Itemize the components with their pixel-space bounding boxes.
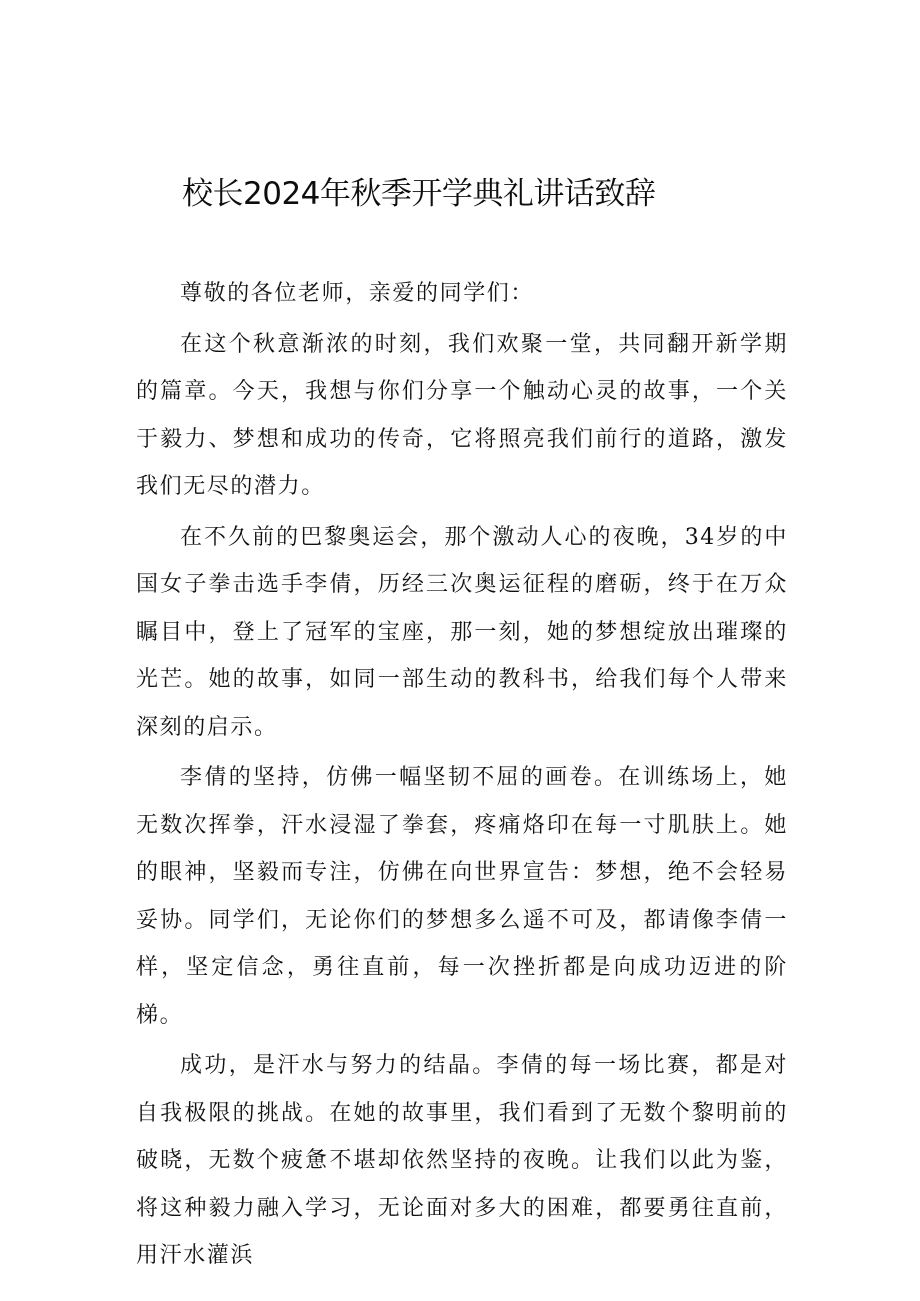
paragraph-2: 在不久前的巴黎奥运会，那个激动人心的夜晚，34岁的中国女子拳击选手李倩，历经三次奥运征程的磨砺，终于在万众瞩目中，登上了冠军的宝座，那一刻，她的梦想绽放出璀璨的光芒。她的故事，如同一部生动的教科书，给我们每个人带来深刻的启示。	[136, 524, 788, 740]
paragraph-1: 在这个秋意渐浓的时刻，我们欢聚一堂，共同翻开新学期的篇章。今天，我想与你们分享一个触动心灵的故事，一个关于毅力、梦想和成功的传奇，它将照亮我们前行的道路，激发我们无尽的潜力。	[136, 331, 788, 499]
document-title: 校长2024年秋季开学典礼讲话致辞	[182, 176, 656, 212]
paragraph-3: 李倩的坚持，仿佛一幅坚韧不屈的画卷。在训练场上，她无数次挥拳，汗水浸湿了拳套，疼痛烙印在每一寸肌肤上。她的眼神，坚毅而专注，仿佛在向世界宣告：梦想，绝不会轻易妥协。同学们，无论你们的梦想多么遥不可及，都请像李倩一样，坚定信念，勇往直前，每一次挫折都是向成功迈进的阶梯。	[136, 765, 788, 1028]
document-body	[136, 270, 788, 1283]
paragraph-greeting: 尊敬的各位老师，亲爱的同学们：	[180, 281, 535, 306]
paragraph-4: 成功，是汗水与努力的结晶。李倩的每一场比赛，都是对自我极限的挑战。在她的故事里，我们看到了无数个黎明前的破晓，无数个疲惫不堪却依然坚持的夜晚。让我们以此为鉴，将这种毅力融入学习，无论面对多大的困难，都要勇往直前，用汗水灌浜	[136, 1053, 788, 1268]
